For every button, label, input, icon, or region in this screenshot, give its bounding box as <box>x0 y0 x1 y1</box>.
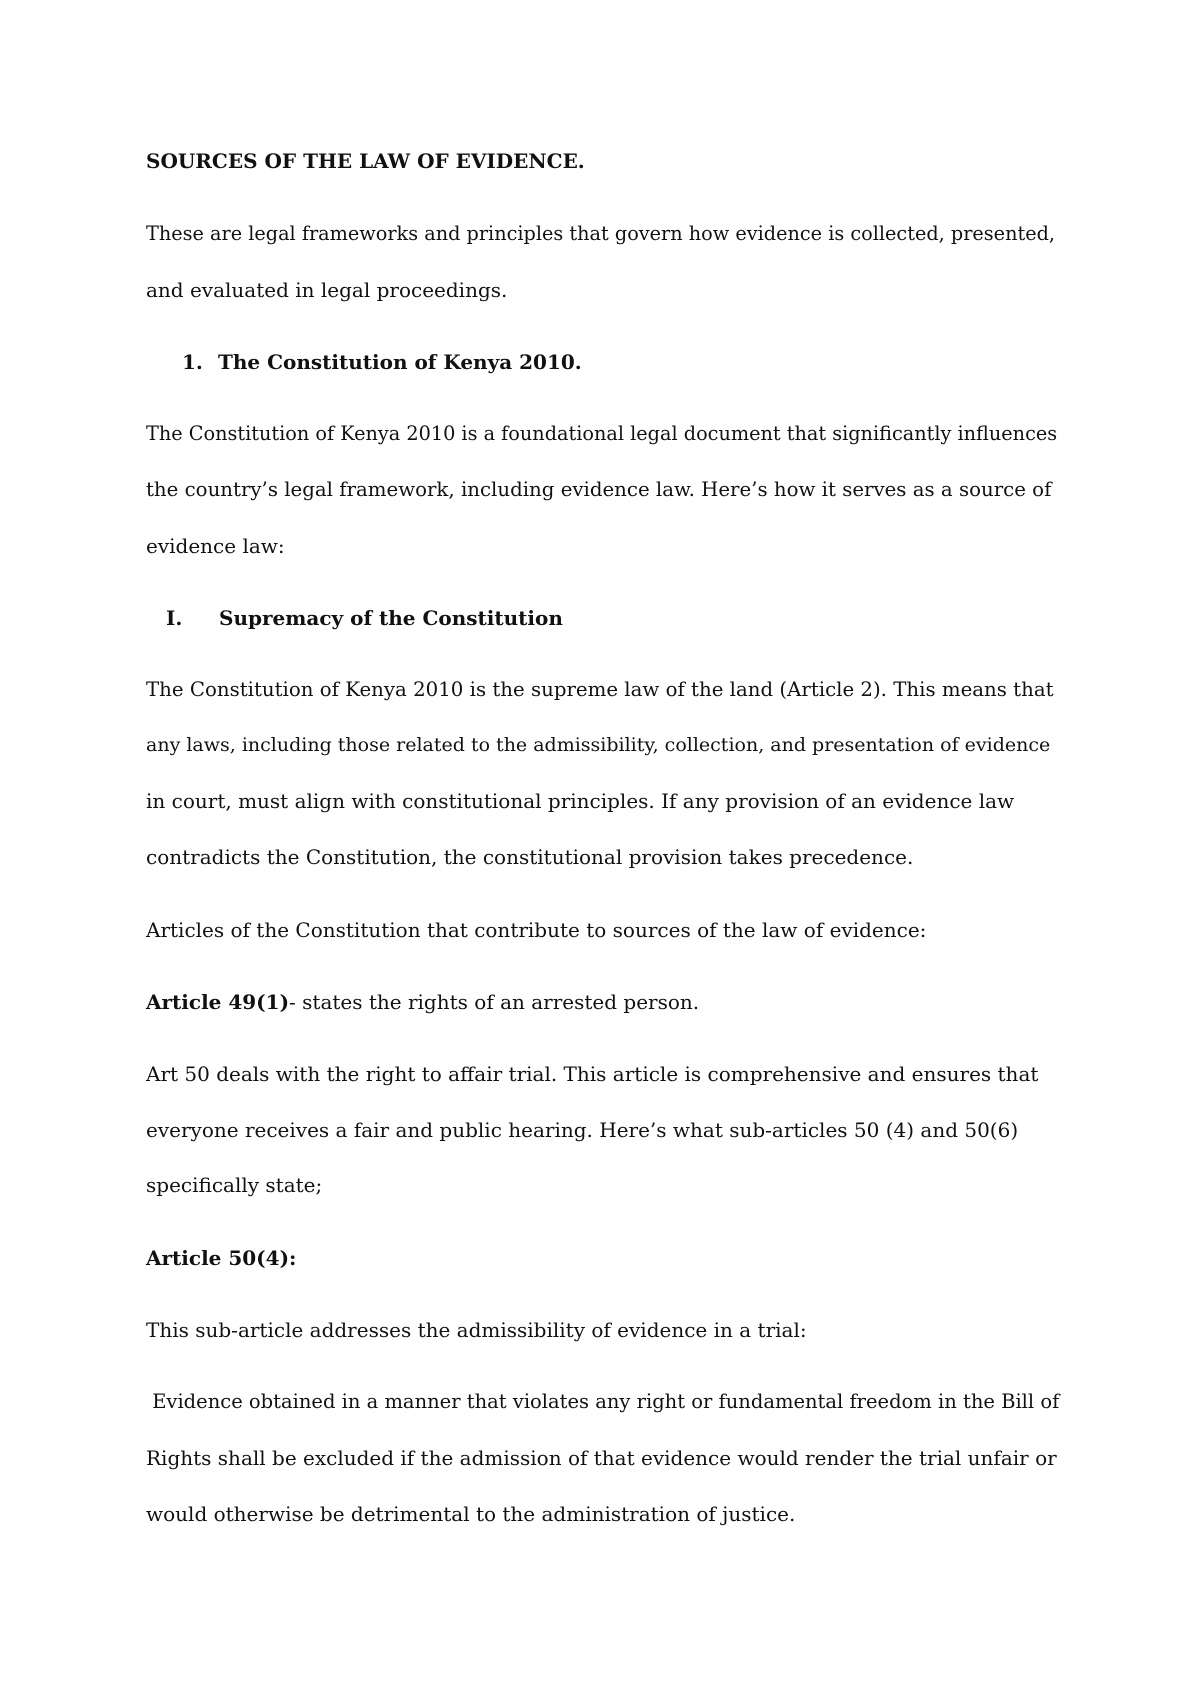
intro-line-1: These are legal frameworks and principles that govern how evidence is collected, presented, <box>146 222 1056 245</box>
article-50-4-intro: This sub-article addresses the admissibility of evidence in a trial: <box>146 1318 807 1342</box>
subsection-number: I. <box>166 606 183 630</box>
document-title: SOURCES OF THE LAW OF EVIDENCE. <box>146 149 585 173</box>
article-50-line-3: specifically state; <box>146 1173 323 1197</box>
article-49-line <box>146 992 699 1012</box>
subsection-heading-text: Supremacy of the Constitution <box>219 606 563 630</box>
section-number: 1. <box>182 350 203 374</box>
section-heading-constitution <box>182 352 582 372</box>
supremacy-para-line-3: in court, must align with constitutional principles. If any provision of an evidence law <box>146 789 1015 813</box>
section-heading-text: The Constitution of Kenya 2010. <box>218 350 582 374</box>
article-50-line-2: everyone receives a fair and public hearing. Here’s what sub-articles 50 (4) and 50(6) <box>146 1118 1019 1142</box>
article-50-line-1: Art 50 deals with the right to affair trial. This article is comprehensive and ensures that <box>146 1062 1039 1086</box>
section1-para-line-3: evidence law: <box>146 534 285 558</box>
subsection-heading-supremacy <box>166 608 563 628</box>
article-50-4-heading: Article 50(4): <box>146 1246 297 1270</box>
article-50-4-line-1: Evidence obtained in a manner that violates any right or fundamental freedom in the Bill of <box>146 1390 1060 1413</box>
section1-para-line-1: The Constitution of Kenya 2010 is a foundational legal document that significantly influences <box>146 422 1058 445</box>
article-49-text: - states the rights of an arrested person. <box>289 990 700 1014</box>
articles-intro: Articles of the Constitution that contribute to sources of the law of evidence: <box>146 918 927 942</box>
article-49-label: Article 49(1) <box>146 990 290 1014</box>
supremacy-para-line-4: contradicts the Constitution, the constitutional provision takes precedence. <box>146 845 914 869</box>
section1-para-line-2: the country’s legal framework, including evidence law. Here’s how it serves as a source of <box>146 478 1052 501</box>
article-50-4-line-3: would otherwise be detrimental to the administration of justice. <box>146 1502 796 1526</box>
article-50-4-line-2: Rights shall be excluded if the admission of that evidence would render the trial unfair or <box>146 1446 1057 1470</box>
supremacy-para-line-2: any laws, including those related to the admissibility, collection, and presentation of evidence <box>146 734 1051 756</box>
intro-line-2: and evaluated in legal proceedings. <box>146 278 508 302</box>
supremacy-para-line-1: The Constitution of Kenya 2010 is the supreme law of the land (Article 2). This means that <box>146 678 1054 701</box>
